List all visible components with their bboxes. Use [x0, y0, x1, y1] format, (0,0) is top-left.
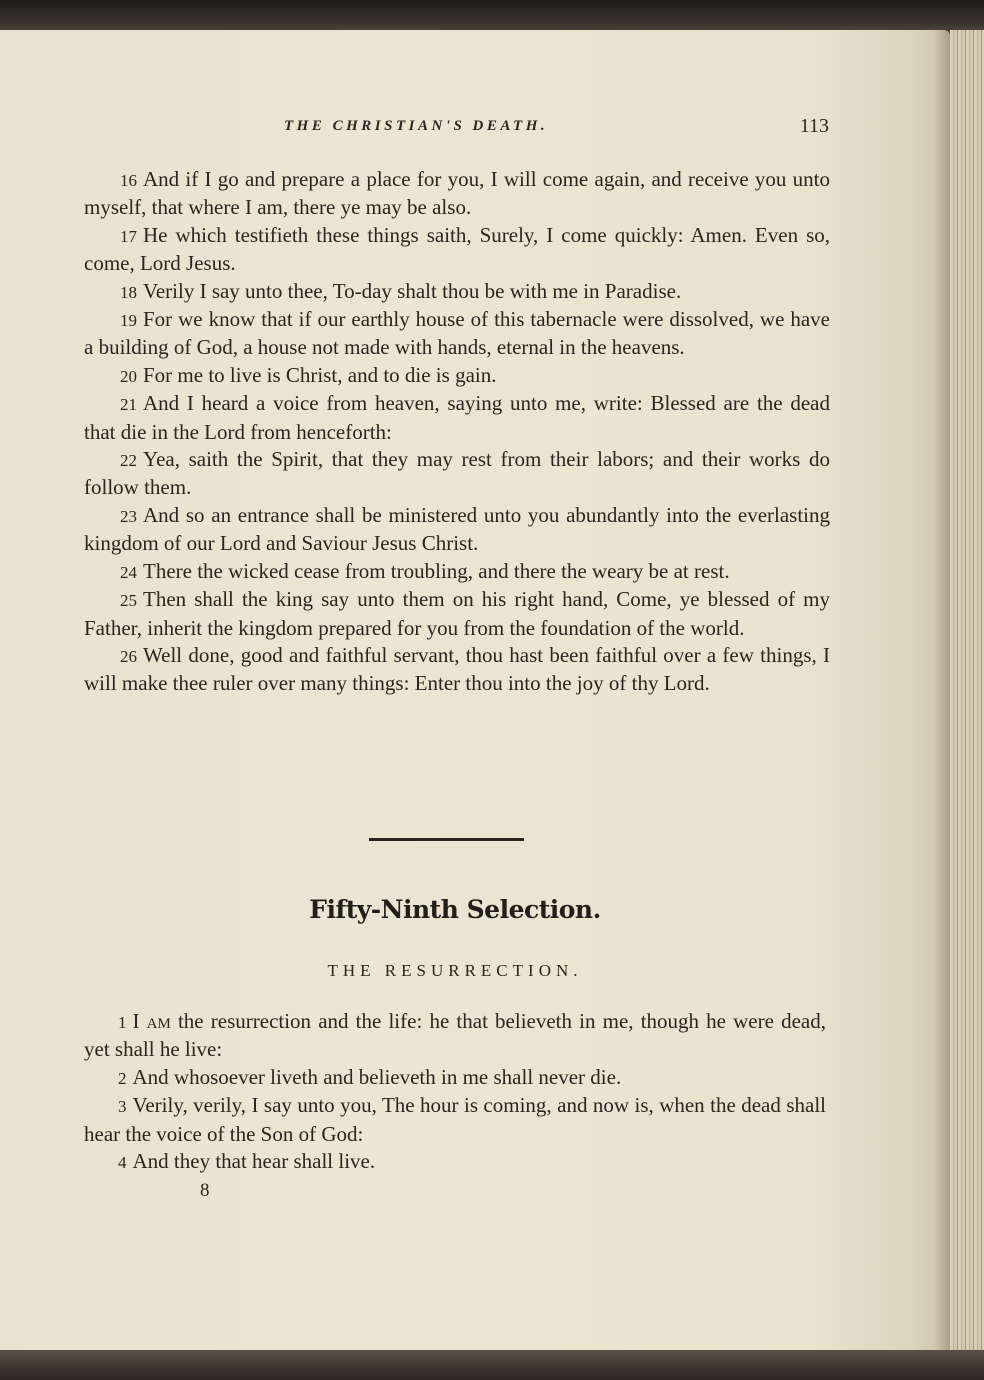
verse	[84, 1092, 826, 1148]
verse-text: Verily I say unto thee, To-day shalt thou be with me in Paradise.	[143, 278, 682, 303]
verse-text: He which testifieth these things saith, Surely, I come quickly: Amen. Even so, come, Lord Jesus.	[84, 222, 830, 276]
verse-text: And if I go and prepare a place for you, I will come again, and receive you unto myself, that where I am, there ye may be also.	[84, 167, 830, 220]
verse	[84, 362, 830, 390]
verse	[84, 278, 830, 306]
verse-number: 21	[120, 395, 137, 415]
verse-number: 25	[120, 591, 137, 611]
verse-text: Well done, good and faithful servant, thou hast been faithful over a few things, I will make thee ruler over many things: Enter thou into the joy of thy Lord.	[84, 642, 830, 696]
verse-text: Then shall the king say unto them on his right hand, Come, ye blessed of my Father, inherit the kingdom prepared for you from the foundation of the world.	[84, 587, 830, 640]
verse	[84, 586, 830, 642]
verse-number: 17	[120, 226, 137, 246]
verse	[84, 642, 830, 698]
verse-text: For me to live is Christ, and to die is gain.	[143, 362, 497, 387]
verse	[84, 502, 830, 558]
verse	[84, 390, 830, 446]
verse-number: 1	[118, 1013, 127, 1032]
verse-lead-words: I am	[132, 1009, 171, 1033]
signature-mark: 8	[200, 1180, 210, 1201]
verse	[84, 558, 830, 586]
verse-number: 23	[120, 506, 137, 526]
gutter-shadow	[934, 30, 950, 1355]
verse	[84, 1008, 826, 1064]
verse	[84, 166, 830, 222]
verse-text: And they that hear shall live.	[132, 1149, 376, 1174]
verse-text: And so an entrance shall be ministered unto you abundantly into the everlasting kingdom of our Lord and Saviour Jesus Christ.	[84, 502, 830, 556]
verse-text: For we know that if our earthly house of this tabernacle were dissolved, we have a building of God, a house not made with hands, eternal in the heavens.	[84, 307, 830, 360]
running-head: THE CHRISTIAN'S DEATH.	[284, 118, 549, 134]
verse-text: Verily, verily, I say unto you, The hour is coming, and now is, when the dead shall hear the voice of the Son of God:	[84, 1093, 826, 1146]
verse-number: 18	[120, 282, 137, 302]
verse-text: Yea, saith the Spirit, that they may rest from their labors; and their works do follow them.	[84, 447, 830, 500]
page-number: 113	[799, 115, 829, 137]
verse-number: 2	[118, 1068, 127, 1088]
verse-number: 4	[118, 1153, 127, 1173]
verse	[84, 1064, 826, 1092]
verse	[84, 222, 830, 278]
book-cover-bottom-edge	[0, 1350, 984, 1380]
verse-number: 24	[120, 562, 137, 582]
verse-text: There the wicked cease from troubling, and there the weary be at rest.	[143, 558, 730, 583]
verse	[84, 446, 830, 502]
verse	[84, 1148, 826, 1176]
selection-subtitle: THE RESURRECTION.	[327, 961, 583, 980]
verse-number: 19	[120, 311, 137, 331]
verse	[84, 306, 830, 362]
verse-number: 16	[120, 171, 137, 190]
section-divider-rule	[369, 838, 524, 841]
selection-title: Fifty-Ninth Selection.	[309, 895, 601, 924]
verse-text: the resurrection and the life: he that believeth in me, though he were dead, yet shall he live:	[84, 1009, 826, 1062]
page-header	[284, 115, 829, 142]
verses-section-bottom	[84, 1008, 826, 1176]
verse-text: And I heard a voice from heaven, saying unto me, write: Blessed are the dead that die in the Lord from henceforth:	[84, 391, 830, 444]
verse-text: And whosoever liveth and believeth in me shall never die.	[132, 1064, 622, 1089]
verses-section-top	[84, 166, 830, 698]
verse-number: 22	[120, 451, 137, 471]
verse-number: 3	[118, 1097, 127, 1117]
verse-number: 26	[120, 646, 137, 666]
page-edges	[950, 30, 984, 1355]
verse-number: 20	[120, 366, 137, 386]
